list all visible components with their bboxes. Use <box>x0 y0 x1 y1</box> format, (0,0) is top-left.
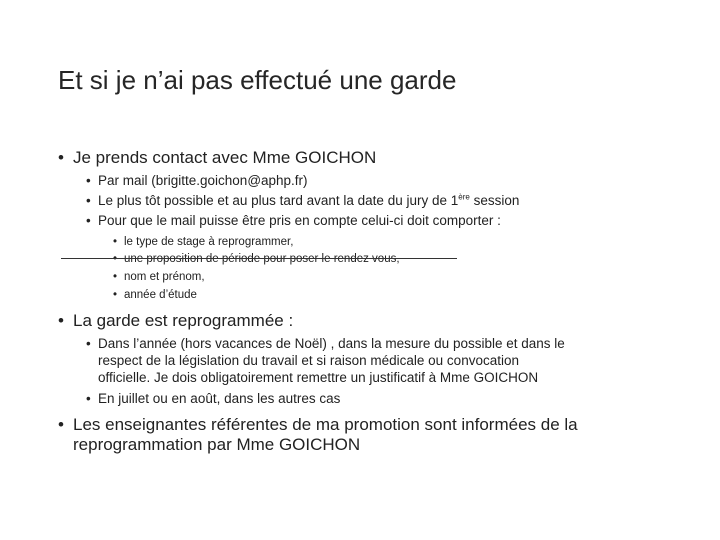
subsub-bullet-name <box>113 270 205 285</box>
bullet-text: Je prends contact avec Mme GOICHON <box>73 148 377 167</box>
sub-bullet-year-term <box>86 335 565 352</box>
sub-bullet-text: Dans l’année (hors vacances de Noël) , dans la mesure du possible et dans le <box>98 336 565 351</box>
sub-bullet-text: En juillet ou en août, dans les autres cas <box>98 391 341 406</box>
sub-bullet-tail: session <box>469 193 520 208</box>
sub-bullet-continuation <box>98 369 538 386</box>
subsub-bullet-period <box>113 252 400 267</box>
bullet-dot: • <box>58 311 64 330</box>
slide-title: Et si je n’ai pas effectué une garde <box>58 65 457 95</box>
bullet-dot: • <box>86 213 91 228</box>
subsub-bullet-text: nom et prénom, <box>124 271 205 283</box>
bullet-dot: • <box>113 253 118 265</box>
bullet-contact <box>58 148 377 168</box>
subsub-bullet-text: année d’étude <box>124 289 197 301</box>
bullet-informed <box>58 415 578 435</box>
subsub-bullet-text: une proposition de période pour poser le rendez vous, <box>124 253 400 265</box>
sub-bullet-text: officielle. Je dois obligatoirement remettre un justificatif à Mme GOICHON <box>98 370 539 385</box>
sub-bullet-requirements <box>86 212 501 229</box>
bullet-informed-continuation <box>73 435 360 455</box>
sub-bullet-text: Par mail (brigitte.goichon@aphp.fr) <box>98 173 308 188</box>
subsub-bullet-stage <box>113 235 294 250</box>
bullet-dot: • <box>86 173 91 188</box>
bullet-dot: • <box>86 193 91 208</box>
bullet-dot: • <box>113 236 118 248</box>
bullet-dot: • <box>113 271 118 283</box>
sub-bullet-continuation <box>98 352 519 369</box>
bullet-text: reprogrammation par Mme GOICHON <box>73 435 361 454</box>
sub-bullet-deadline <box>86 192 520 209</box>
superscript: ère <box>458 192 470 202</box>
sub-bullet-text: Pour que le mail puisse être pris en compte celui-ci doit comporter : <box>98 213 501 228</box>
subsub-bullet-text: le type de stage à reprogrammer, <box>124 236 294 248</box>
strikethrough-line <box>61 258 457 259</box>
sub-bullet-text: Le plus tôt possible et au plus tard avant la date du jury de 1 <box>98 193 459 208</box>
sub-bullet-mail <box>86 172 308 189</box>
bullet-dot: • <box>86 391 91 406</box>
bullet-text: La garde est reprogrammée : <box>73 311 294 330</box>
subsub-bullet-year <box>113 288 197 303</box>
sub-bullet-summer <box>86 390 341 407</box>
bullet-text: Les enseignantes référentes de ma promotion sont informées de la <box>73 415 578 434</box>
bullet-reprogrammed <box>58 311 294 331</box>
bullet-dot: • <box>86 336 91 351</box>
bullet-dot: • <box>58 415 64 434</box>
sub-bullet-text: respect de la législation du travail et si raison médicale ou convocation <box>98 353 519 368</box>
bullet-dot: • <box>113 289 118 301</box>
bullet-dot: • <box>58 148 64 167</box>
